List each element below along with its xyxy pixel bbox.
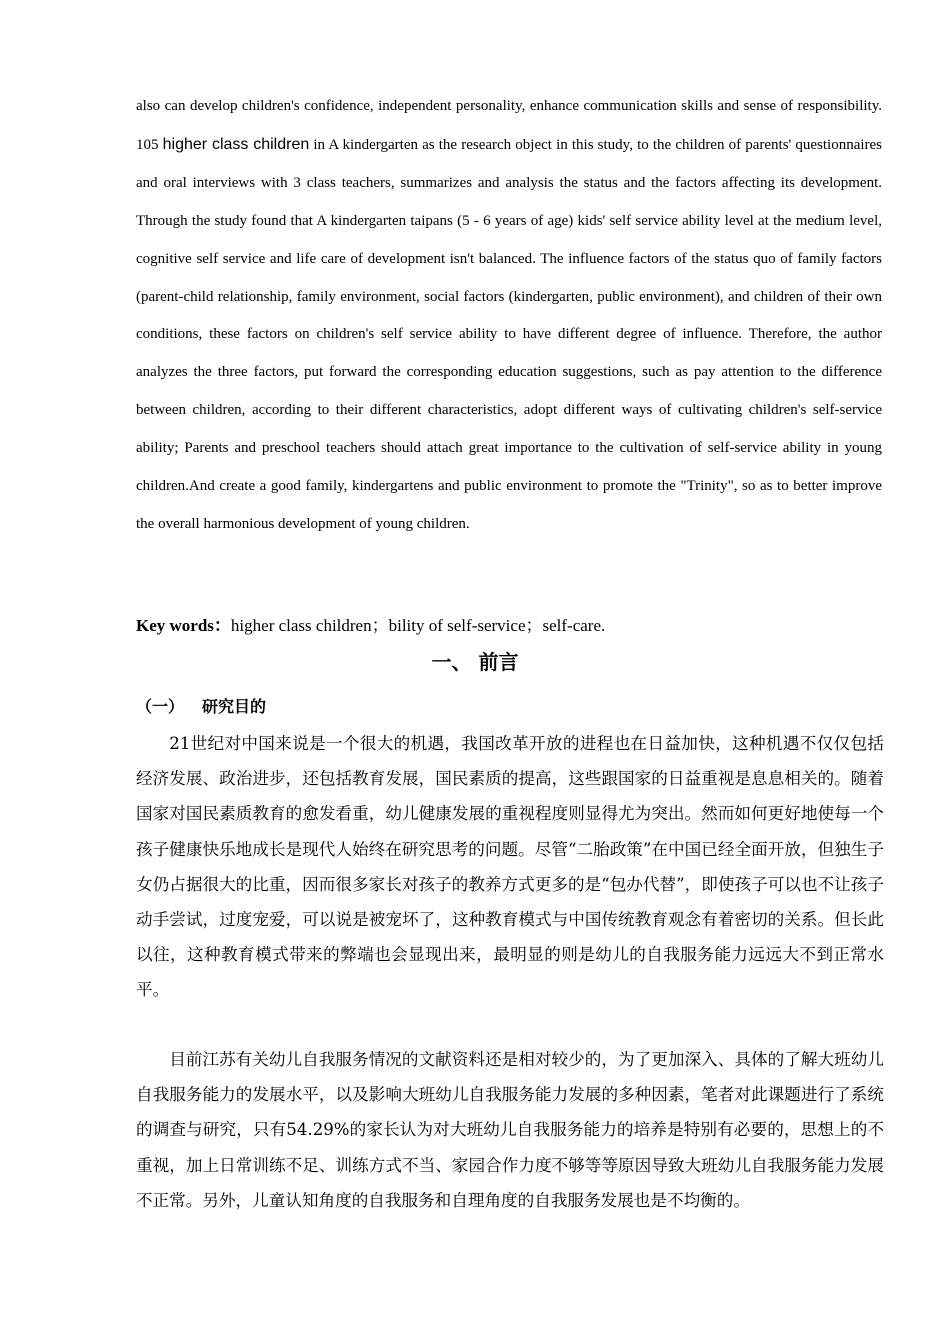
body-paragraph: 目前江苏有关幼儿自我服务情况的文献资料还是相对较少的，为了更加深入、具体的了解大班幼儿自我服务能力的发展水平，以及影响大班幼儿自我服务能力发展的多种因素，笔者对此课题进行了系统的调查与研究，只有54.29%的家长认为对大班幼儿自我服务能力的培养是特别有必要的，思想上的不重视，加上日常训练不足、训练方式不当、家园合作力度不够等等原因导致大班幼儿自我服务能力发展不正常。另外，儿童认知角度的自我服务和自理角度的自我服务发展也是不均衡的。 (136, 1050, 884, 1210)
section-heading: 一、 前言 (431, 650, 519, 674)
keywords-line (136, 612, 882, 640)
body-paragraph: 21世纪对中国来说是一个很大的机遇，我国改革开放的进程也在日益加快，这种机遇不仅仅包括经济发展、政治进步，还包括教育发展，国民素质的提高，这些跟国家的日益重视是息息相关的。随着国家对国民素质教育的愈发看重，幼儿健康发展的重视程度则显得尤为突出。然而如何更好地使每一个孩子健康快乐地成长是现代人始终在研究思考的问题。尽管“二胎政策”在中国已经全面开放，但独生子女仍占据很大的比重，因而很多家长对孩子的教养方式更多的是“包办代替”，即使孩子可以也不让孩子动手尝试，过度宠爱，可以说是被宠坏了，这种教育模式与中国传统教育观念有着密切的关系。但长此以往，这种教育模式带来的弊端也会显现出来，最明显的则是幼儿的自我服务能力远远大不到正常水平。 (136, 734, 884, 1000)
abstract-text-part2: in A kindergarten as the research object in this study, to the children of parents' questionnaires and oral interviews with 3 class teachers, summarizes and analysis the status and the factors affecting its development. Through the study found that A kindergarten taipans (5 - 6 years of age) kids' self service ability level at the medium level, cognitive self service and life care of development isn't balanced. The influence factors of the status quo of family factors (parent-child relationship, family environment, social factors (kindergarten, public environment), and children of their own conditions, these factors on children's self service ability to have different degree of influence. Therefore, the author analyzes the three factors, put forward the corresponding education suggestions, such as pay attention to the difference between children, according to their different characteristics, adopt different ways of cultivating children's self-service ability; Parents and preschool teachers should attach great importance to the cultivation of self-service ability in young children.And create a good family, kindergartens and public environment to promote the "Trinity", so as to better improve the overall harmonious development of young children. (136, 136, 883, 532)
abstract-emphasis: higher class children (162, 135, 310, 153)
subsection-heading (136, 694, 266, 720)
abstract-paragraph (136, 88, 882, 544)
keywords-label: Key words： (136, 616, 231, 635)
subsection-number: （一） (136, 697, 185, 716)
abstract-text-part1: also can develop children's confidence, independent personality, enhance communication skills and sense of responsibility. 105 (136, 98, 882, 153)
keywords-text: higher class children；bility of self-service；self-care. (230, 616, 606, 635)
subsection-title: 研究目的 (202, 697, 267, 716)
